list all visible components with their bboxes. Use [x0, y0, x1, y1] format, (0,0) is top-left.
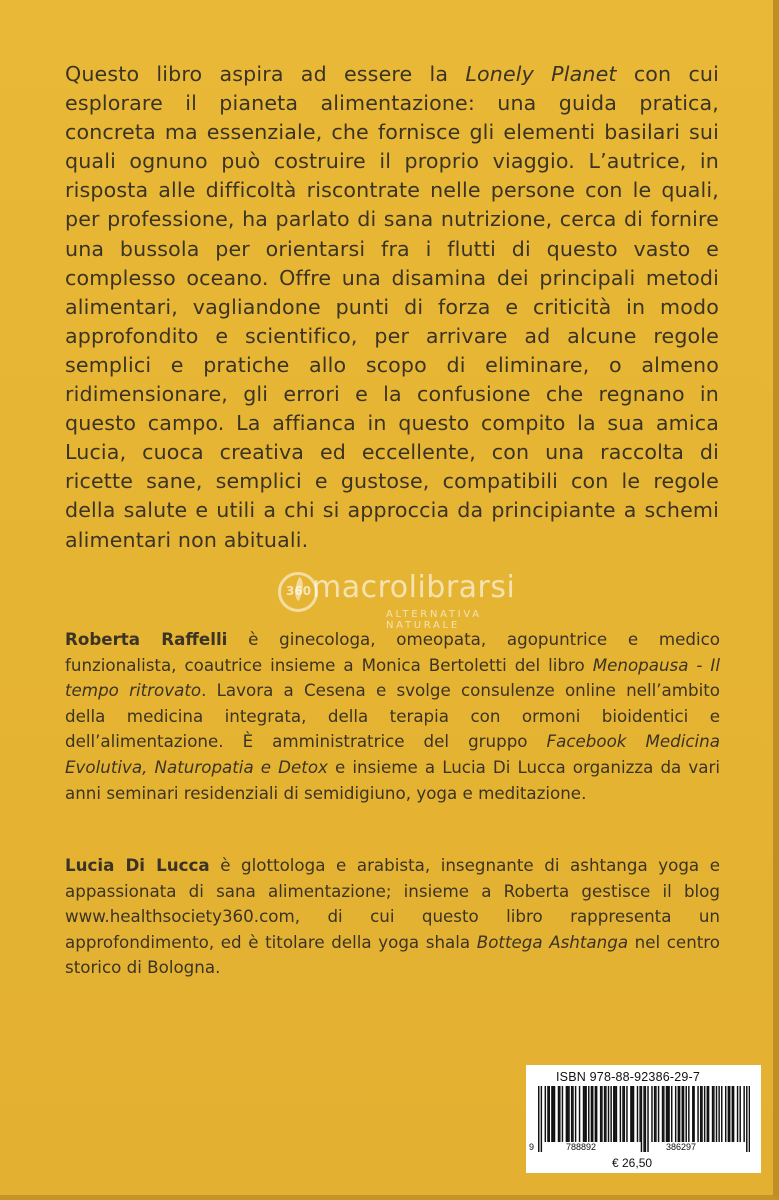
barcode-bar [631, 1086, 632, 1142]
barcode-bar [683, 1086, 684, 1142]
barcode-bar [551, 1086, 552, 1142]
barcode-bar [655, 1086, 656, 1142]
barcode-bar [712, 1086, 713, 1142]
watermark-tagline: ALTERNATIVA NATURALE [386, 609, 482, 631]
barcode-bar [654, 1086, 655, 1142]
barcode-bar [729, 1086, 730, 1142]
barcode-digits-right: 386297 [666, 1142, 697, 1152]
barcode-bar [600, 1086, 601, 1142]
bio-group-name: Facebook Medicina Evolutiva, Naturopatia e Detox [65, 731, 720, 777]
barcode-bar [663, 1086, 664, 1142]
barcode-bar [575, 1086, 576, 1142]
author-bio-lucia [65, 853, 720, 981]
watermark-brand: macrolibrarsi [312, 570, 516, 605]
barcode-bar [667, 1086, 668, 1142]
author-name: Lucia Di Lucca [65, 855, 210, 875]
author-bio-roberta [65, 627, 720, 806]
price-label: € 26,50 [612, 1156, 653, 1170]
barcode-bar [679, 1086, 680, 1142]
barcode-bar [613, 1086, 614, 1142]
barcode-bar [584, 1086, 585, 1142]
barcode-bar [637, 1086, 638, 1142]
barcode-bar [708, 1086, 709, 1142]
barcode-bar [554, 1086, 555, 1142]
barcode-bar [749, 1086, 750, 1152]
barcode-bar [624, 1086, 625, 1142]
barcode-bar [626, 1086, 627, 1142]
barcode-digit-first: 9 [529, 1142, 535, 1152]
barcode-bar [704, 1086, 705, 1142]
barcode-bar [682, 1086, 683, 1142]
barcode-bar [739, 1086, 740, 1142]
bio-text: è glottologa e arabista, insegnante di ashtanga yoga e appassionata di sana alimentazione; insieme a Roberta gestisce il blog www.healthsociety360.com, di cui questo libro rappresenta un approfondimento, ed è titolare della yoga shala [65, 855, 720, 952]
blurb-text-rest: con cui esplorare il pianeta alimentazione: una guida pratica, concreta ma essenziale, che fornisce gli elementi basilari sui quali ognuno può costruire il proprio viaggio. L’autrice, in risposta alle difficoltà riscontrate nelle persone con le quali, per professione, ha parlato di sana nutrizione, cerca di fornire una bussola per orientarsi fra i flutti di questo vasto e complesso oceano. Offre una disamina dei principali metodi alimentari, vagliandone punti di forza e criticità in modo approfondito e scientifico, per arrivare ad alcune regole semplici e pratiche allo scopo di eliminare, o almeno ridimensionare, gli errori e la confusione che regnano in questo campo. La affianca in questo compito la sua amica Lucia, cuoca creativa ed eccellente, con una raccolta di ricette sane, semplici e gustose, compatibili con le regole della salute e utili a chi si approccia da principiante a schemi alimentari non abituali. [65, 62, 719, 552]
barcode-bar [614, 1086, 615, 1142]
barcode-bar [701, 1086, 702, 1142]
barcode-bar [583, 1086, 584, 1142]
barcode-bar [568, 1086, 569, 1142]
barcode-bar [592, 1086, 593, 1142]
barcode-bar [596, 1086, 597, 1142]
barcode-bar [567, 1086, 568, 1142]
barcode-bar [688, 1086, 689, 1142]
blurb-italic-title: Lonely Planet [465, 62, 617, 86]
barcode-bar [610, 1086, 611, 1142]
barcode-bar [616, 1086, 617, 1142]
barcode-bar [697, 1086, 698, 1142]
barcode-bar [538, 1086, 539, 1152]
barcode-bar [566, 1086, 567, 1142]
barcode-bar [643, 1086, 644, 1152]
barcode-bar [588, 1086, 589, 1142]
barcode-bar [630, 1086, 631, 1142]
barcode-bar [666, 1086, 667, 1142]
barcode-bar [633, 1086, 634, 1142]
barcode-bar [662, 1086, 663, 1142]
barcode-bar [622, 1086, 623, 1142]
blurb-text-start: Questo libro aspira ad essere la [65, 62, 466, 86]
barcode-bar [737, 1086, 738, 1142]
barcode-bar [591, 1086, 592, 1142]
barcode-bar [732, 1086, 733, 1142]
barcode-bar [601, 1086, 602, 1142]
barcode-bar [700, 1086, 701, 1142]
barcode-bar [746, 1086, 747, 1152]
bio-text: e insieme a Lucia Di Lucca organizza da vari anni seminari residenziali di semidigiuno, yoga e meditazione. [65, 756, 720, 803]
barcode-bar [718, 1086, 719, 1142]
barcode-bar [692, 1086, 693, 1142]
barcode-bar [707, 1086, 708, 1142]
barcode-bar [585, 1086, 586, 1142]
barcode-bar [675, 1086, 676, 1142]
barcode-bar [541, 1086, 542, 1152]
barcode-bar [552, 1086, 553, 1142]
barcode-bar [549, 1086, 550, 1142]
barcode-bar [668, 1086, 669, 1142]
barcode-bar [620, 1086, 621, 1142]
bio-book-title: Menopausa - Il tempo ritrovato [65, 654, 720, 701]
barcode-bar [558, 1086, 559, 1142]
barcode-bar [572, 1086, 573, 1142]
barcode-bar [713, 1086, 714, 1142]
barcode-bar [733, 1086, 734, 1142]
barcode-bar [671, 1086, 672, 1142]
barcode-bar [641, 1086, 642, 1152]
barcode-bar [716, 1086, 717, 1142]
barcode-bar [639, 1086, 640, 1142]
isbn-barcode-panel [526, 1065, 761, 1173]
barcode-bar [562, 1086, 563, 1142]
bio-text: . Lavora a Cesena e svolge consulenze online nell’ambito della medicina integrata, della terapia con ormoni bioidentici e dell’alimentazione. È amministratrice del gruppo [65, 680, 720, 752]
barcode-bar [604, 1086, 605, 1142]
barcode-bar [651, 1086, 652, 1142]
barcode-bar [693, 1086, 694, 1142]
isbn-number: ISBN 978-88-92386-29-7 [556, 1070, 701, 1084]
bio-text: è ginecologa, omeopata, agopuntrice e medico funzionalista, coautrice insieme a Monica Bertoletti del libro [65, 629, 721, 675]
barcode-bar [579, 1086, 580, 1142]
watermark-number: 360 [286, 584, 312, 598]
barcode-bar [595, 1086, 596, 1142]
barcode-bar [605, 1086, 606, 1142]
barcode-digits-left: 788892 [566, 1142, 597, 1152]
barcode-bar [658, 1086, 659, 1142]
blurb-paragraph [65, 60, 719, 555]
barcode-bar [721, 1086, 722, 1142]
barcode-bar [685, 1086, 686, 1142]
barcode-bar [728, 1086, 729, 1142]
barcode-bar [571, 1086, 572, 1142]
barcode-bar [559, 1086, 560, 1142]
barcode-bar [645, 1086, 646, 1152]
bio-shala-name: Bottega Ashtanga [476, 931, 629, 952]
barcode-bar [678, 1086, 679, 1142]
barcode-bar [547, 1086, 548, 1142]
barcode-bar [608, 1086, 609, 1142]
barcode-bar [743, 1086, 744, 1142]
barcode-bar [647, 1086, 648, 1152]
barcode-bar [545, 1086, 546, 1142]
author-name: Roberta Raffelli [65, 629, 228, 649]
bio-text: nel centro storico di Bologna. [65, 931, 721, 978]
barcode-bar [725, 1086, 726, 1142]
